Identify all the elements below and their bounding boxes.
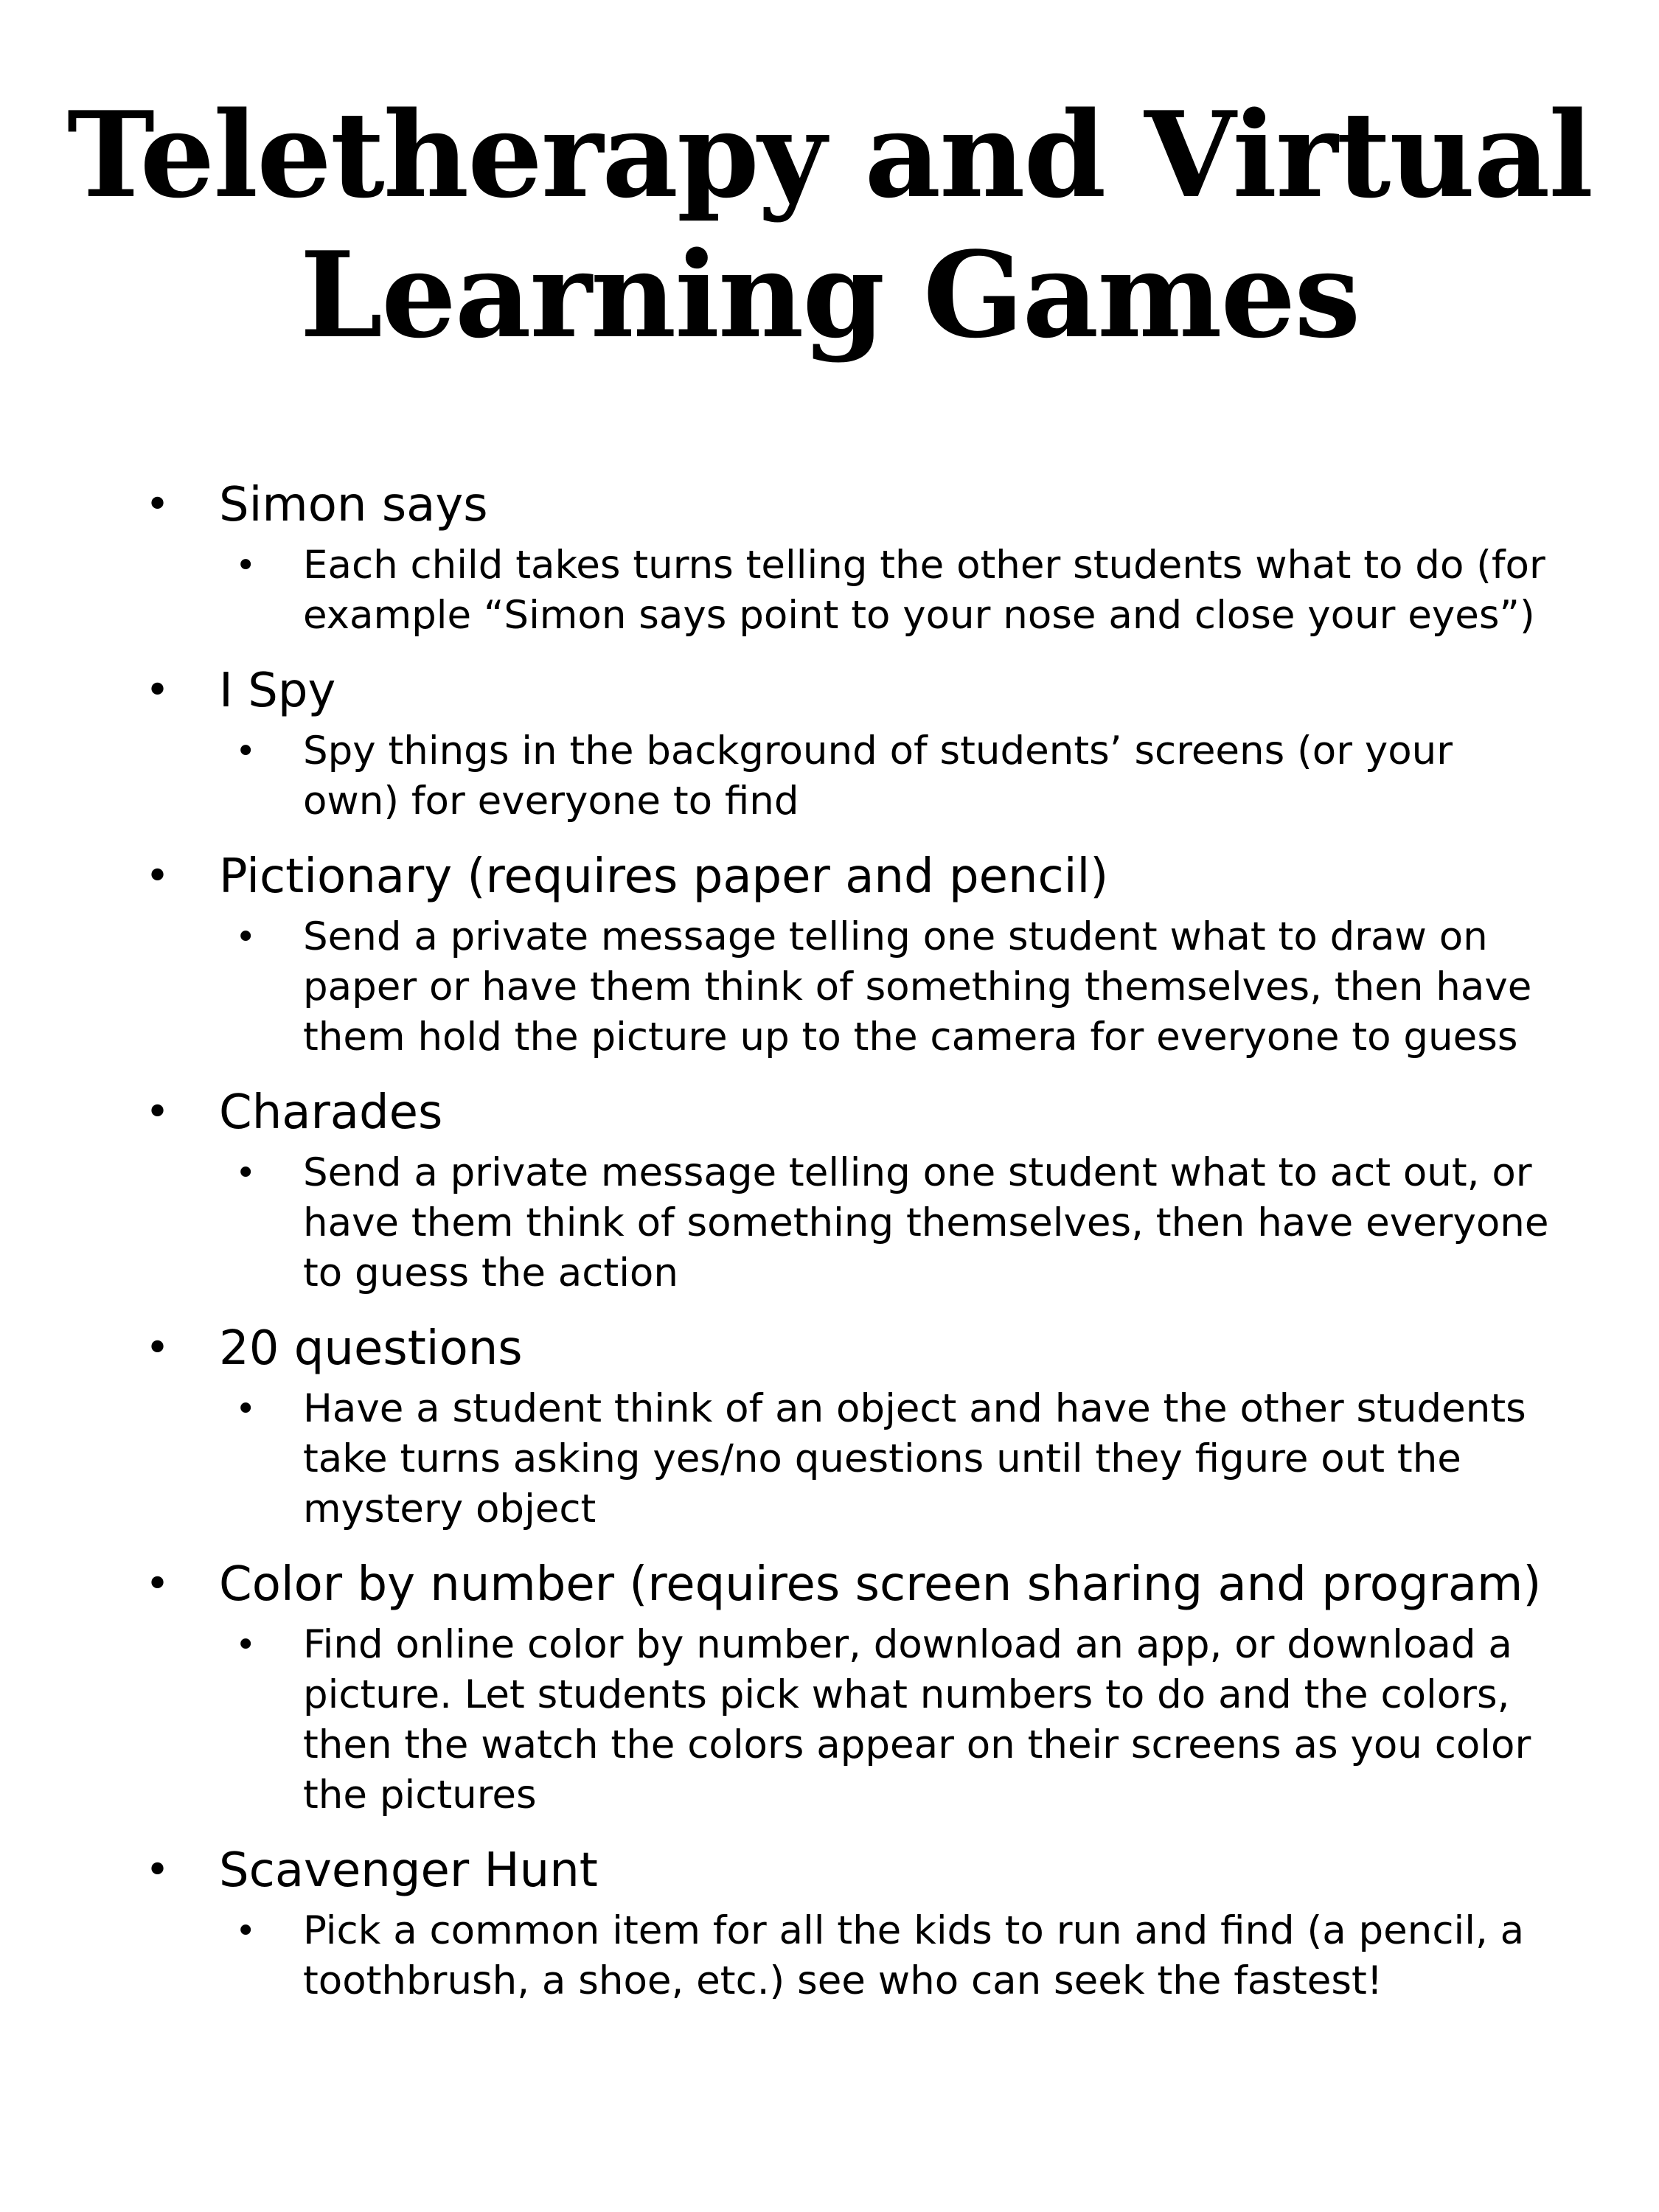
list-item-20-questions [0,1319,1659,1534]
page-title-line-2: Learning Games [299,226,1360,364]
game-description: • Send a private message telling one student what to act out, or have them think of something themselves, then have everyone to guess the action [303,1148,1557,1298]
game-description: • Have a student think of an object and have the other students take turns asking yes/no questions until they figure out the mystery object [303,1384,1557,1534]
list-item-pictionary [0,847,1659,1062]
list-item-scavenger-hunt [0,1841,1659,2006]
game-name: • Simon says [219,476,1659,535]
game-description: • Find online color by number, download an app, or download a picture. Let students pick what numbers to do and the colors, then the watch the colors appear on their screens as you color the pictures [303,1620,1557,1820]
game-name: • Scavenger Hunt [219,1841,1659,1900]
game-description: • Spy things in the background of students’ screens (or your own) for everyone to find [303,726,1557,827]
game-list [0,476,1659,2027]
game-name: • Charades [219,1083,1659,1142]
list-item-color-by-number [0,1555,1659,1820]
page-title-line-1: Teletherapy and Virtual [66,86,1593,224]
game-name: • 20 questions [219,1319,1659,1378]
game-name: • I Spy [219,661,1659,720]
page-title [0,85,1659,365]
list-item-simon-says [0,476,1659,641]
game-description: • Pick a common item for all the kids to run and find (a pencil, a toothbrush, a shoe, etc.) see who can seek the fastest! [303,1906,1557,2006]
list-item-i-spy [0,661,1659,827]
list-item-charades [0,1083,1659,1298]
game-name: • Color by number (requires screen sharing and program) [219,1555,1659,1614]
game-description: • Each child takes turns telling the other students what to do (for example “Simon says point to your nose and close your eyes”) [303,540,1557,641]
game-description: • Send a private message telling one student what to draw on paper or have them think of something themselves, then have them hold the picture up to the camera for everyone to guess [303,912,1557,1062]
game-name: • Pictionary (requires paper and pencil) [219,847,1659,906]
